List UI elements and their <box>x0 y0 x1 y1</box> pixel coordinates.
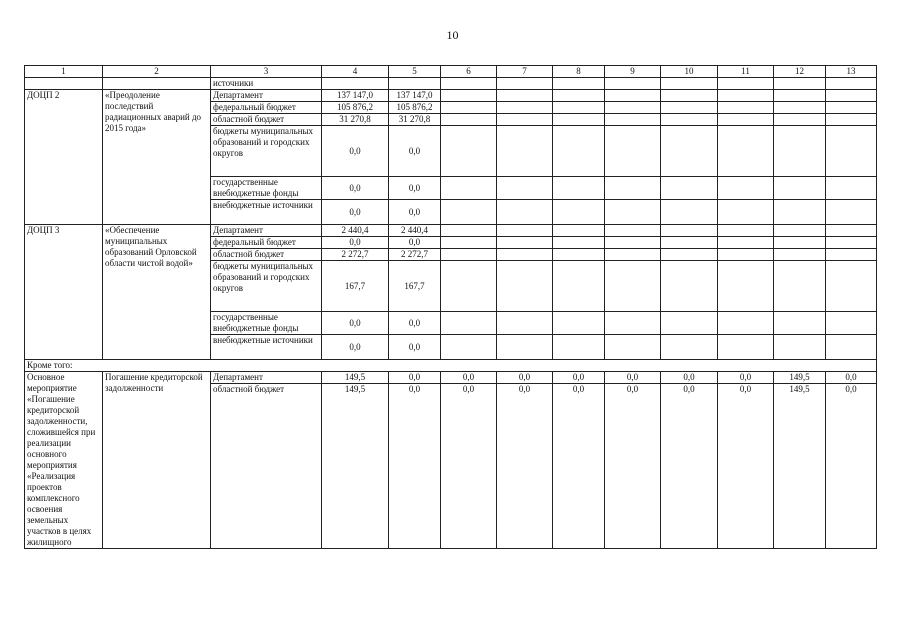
value-cell: 0,0 <box>826 372 877 384</box>
program-name: «Преодоление последствий радиационных аварий до 2015 года» <box>103 90 211 225</box>
table-row <box>25 372 877 384</box>
value-cell: 0,0 <box>322 312 389 335</box>
value-cell: 0,0 <box>322 237 389 249</box>
value-cell: 149,5 <box>774 384 826 549</box>
budget-table <box>24 65 877 549</box>
value-cell: 149,5 <box>322 372 389 384</box>
value-cell: 0,0 <box>661 372 718 384</box>
value-cell: 2 440,4 <box>389 225 441 237</box>
source-cell: федеральный бюджет <box>211 102 322 114</box>
program-code: ДОЦП 2 <box>25 90 103 225</box>
value-cell: 0,0 <box>497 372 553 384</box>
column-header: 9 <box>605 66 661 78</box>
value-cell: 0,0 <box>322 177 389 200</box>
source-cell: внебюджетные источники <box>211 335 322 360</box>
value-cell: 0,0 <box>389 384 441 549</box>
value-cell: 0,0 <box>553 384 605 549</box>
value-cell: 0,0 <box>605 384 661 549</box>
value-cell: 137 147,0 <box>389 90 441 102</box>
column-header: 5 <box>389 66 441 78</box>
value-cell: 0,0 <box>553 372 605 384</box>
value-cell: 0,0 <box>718 372 774 384</box>
column-header: 4 <box>322 66 389 78</box>
value-cell: 0,0 <box>389 237 441 249</box>
source-cell: государственные внебюджетные фонды <box>211 177 322 200</box>
value-cell: 2 440,4 <box>322 225 389 237</box>
value-cell: 0,0 <box>389 312 441 335</box>
source-cell: Департамент <box>211 372 322 384</box>
column-header: 10 <box>661 66 718 78</box>
value-cell: 0,0 <box>718 384 774 549</box>
value-cell: 105 876,2 <box>389 102 441 114</box>
table-row <box>25 90 877 102</box>
value-cell: 0,0 <box>441 372 497 384</box>
column-header: 1 <box>25 66 103 78</box>
source-cell: государственные внебюджетные фонды <box>211 312 322 335</box>
table-row <box>25 78 877 90</box>
value-cell: 0,0 <box>389 200 441 225</box>
column-header: 6 <box>441 66 497 78</box>
source-cell: областной бюджет <box>211 249 322 261</box>
value-cell: 0,0 <box>322 335 389 360</box>
main-event-name: Основное мероприятие «Погашение кредиторской задолженности, сложившейся при реализации основного мероприятия «Реализация проектов комплексного освоения земельных участков в целях жилищного <box>25 372 103 549</box>
source-cell: бюджеты муниципальных образований и городских округов <box>211 261 322 312</box>
value-cell: 0,0 <box>441 384 497 549</box>
value-cell: 149,5 <box>774 372 826 384</box>
source-cell: Департамент <box>211 90 322 102</box>
source-cell: источники <box>211 78 322 90</box>
value-cell: 0,0 <box>605 372 661 384</box>
page-number: 10 <box>446 28 459 42</box>
main-event-purpose: Погашение кредиторской задолженности <box>103 372 211 549</box>
value-cell: 149,5 <box>322 384 389 549</box>
column-header: 7 <box>497 66 553 78</box>
column-header: 2 <box>103 66 211 78</box>
value-cell: 0,0 <box>661 384 718 549</box>
column-header-row <box>25 66 877 78</box>
source-cell: Департамент <box>211 225 322 237</box>
value-cell: 0,0 <box>389 372 441 384</box>
value-cell: 0,0 <box>389 177 441 200</box>
column-header: 13 <box>826 66 877 78</box>
column-header: 3 <box>211 66 322 78</box>
source-cell: внебюджетные источники <box>211 200 322 225</box>
value-cell: 137 147,0 <box>322 90 389 102</box>
value-cell: 2 272,7 <box>389 249 441 261</box>
value-cell: 0,0 <box>826 384 877 549</box>
table-row <box>25 225 877 237</box>
value-cell: 0,0 <box>389 126 441 177</box>
value-cell: 0,0 <box>497 384 553 549</box>
value-cell: 31 270,8 <box>389 114 441 126</box>
value-cell: 167,7 <box>322 261 389 312</box>
value-cell: 0,0 <box>322 126 389 177</box>
section-label: Кроме того: <box>25 360 877 372</box>
source-cell: бюджеты муниципальных образований и городских округов <box>211 126 322 177</box>
section-row <box>25 360 877 372</box>
value-cell: 0,0 <box>389 335 441 360</box>
program-name: «Обеспечение муниципальных образований Орловской области чистой водой» <box>103 225 211 360</box>
column-header: 12 <box>774 66 826 78</box>
column-header: 8 <box>553 66 605 78</box>
value-cell: 167,7 <box>389 261 441 312</box>
source-cell: областной бюджет <box>211 114 322 126</box>
column-header: 11 <box>718 66 774 78</box>
program-code: ДОЦП 3 <box>25 225 103 360</box>
source-cell: областной бюджет <box>211 384 322 549</box>
value-cell: 105 876,2 <box>322 102 389 114</box>
source-cell: федеральный бюджет <box>211 237 322 249</box>
value-cell: 31 270,8 <box>322 114 389 126</box>
value-cell: 2 272,7 <box>322 249 389 261</box>
value-cell: 0,0 <box>322 200 389 225</box>
